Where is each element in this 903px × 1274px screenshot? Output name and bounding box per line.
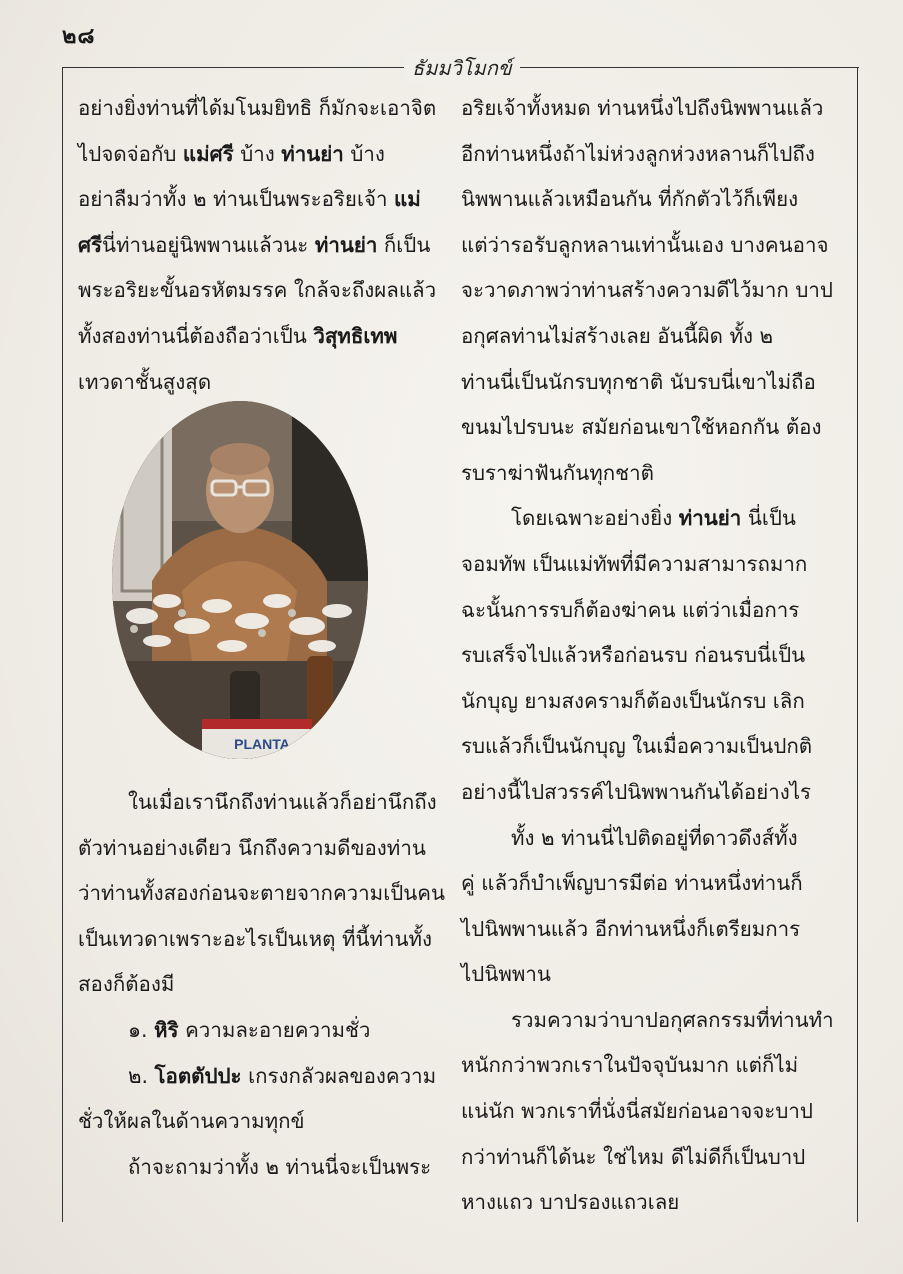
text-line [461, 1089, 823, 1135]
bold-term: ท่านย่า [281, 141, 344, 166]
text-line [78, 132, 440, 178]
left-column-bottom-text [78, 780, 445, 1190]
text-line [461, 1135, 823, 1181]
text-segment: กว่าท่านก็ได้นะ ใช่ไหม ดีไม่ดีก็เป็นบาป [461, 1144, 806, 1169]
text-segment: ว่าท่านทั้งสองก่อนจะตายจากความเป็นคน [78, 881, 445, 906]
text-segment: รบเสร็จไปแล้วหรือก่อนรบ ก่อนรบนี่เป็น [461, 643, 806, 668]
text-segment: อกุศลท่านไม่สร้างเลย อันนี้ผิด ทั้ง ๒ [461, 323, 774, 348]
bold-term: โอตตัปปะ [154, 1063, 242, 1088]
text-line [461, 998, 834, 1044]
bottle-label-text: PLANTA [234, 736, 290, 752]
text-segment: อย่าลืมว่าทั้ง ๒ ท่านเป็นพระอริยเจ้า [78, 187, 394, 212]
bold-term: ศรี [78, 232, 103, 257]
text-segment: เทวดาชั้นสูงสุด [78, 369, 212, 394]
text-segment: อย่างนี้ไปสวรรค์ไปนิพพานกันได้อย่างไร [461, 779, 812, 804]
text-line [461, 177, 823, 223]
text-segment: จะวาดภาพว่าท่านสร้างความดีไว้มาก บาป [461, 278, 833, 303]
text-line [461, 86, 823, 132]
text-line [78, 360, 440, 406]
text-segment: คู่ แล้วก็บำเพ็ญบารมีต่อ ท่านหนึ่งท่านก็ [461, 871, 803, 896]
text-segment: แน่นัก พวกเราที่นั่งนี่สมัยก่อนอาจจะบาป [461, 1099, 813, 1124]
text-segment: แต่ว่ารอรับลูกหลานเท่านั้นเอง บางคนอาจ [461, 232, 829, 257]
text-segment: ในเมื่อเรานึกถึงท่านแล้วก็อย่านึกถึง [128, 790, 437, 814]
text-segment: รบแล้วก็เป็นนักบุญ ในเมื่อความเป็นปกติ [461, 734, 813, 759]
text-line [461, 496, 823, 542]
text-line [461, 405, 823, 451]
text-segment: ๒. [128, 1063, 155, 1088]
text-line [461, 542, 823, 588]
left-column-top-text [78, 86, 440, 405]
text-line [461, 816, 823, 862]
text-segment: สองก็ต้องมี [78, 972, 175, 997]
bold-term: วิสุทธิเทพ [313, 323, 398, 348]
text-segment: ทั้งสองท่านนี่ต้องถือว่าเป็น [78, 323, 314, 348]
text-segment: เป็นเทวดาเพราะอะไรเป็นเหตุ ที่นี้ท่านทั้ง [78, 926, 433, 951]
text-segment: นักบุญ ยามสงครามก็ต้องเป็นนักรบ เลิก [461, 688, 805, 713]
text-segment: หางแถว บาปรองแถวเลย [461, 1190, 680, 1215]
text-line [78, 1008, 440, 1054]
text-segment: ขนมไปรบนะ สมัยก่อนเขาใช้หอกกัน ต้อง [461, 415, 822, 440]
right-column-text [461, 86, 834, 1226]
text-segment: รบราฆ่าฟันกันทุกชาติ [461, 460, 654, 485]
page-number: ๒๘ [62, 24, 96, 49]
text-line [78, 86, 440, 132]
bold-term: แม่ [394, 187, 421, 212]
bold-term: ท่านย่า [678, 506, 742, 531]
text-segment: ไปนิพพาน [461, 962, 551, 987]
text-segment: นี่เป็น [741, 506, 796, 531]
text-segment: ๑. [128, 1017, 155, 1042]
text-segment: บ้าง [233, 141, 282, 166]
text-line [461, 907, 823, 953]
text-line [78, 1054, 440, 1100]
text-segment: ไปจดจ่อกับ [78, 141, 183, 166]
text-segment: นิพพานแล้วเหมือนกัน ที่กักตัวไว้ก็เพียง [461, 187, 799, 212]
text-line [78, 917, 440, 963]
text-segment: อีกท่านหนึ่งถ้าไม่ห่วงลูกห่วงหลานก็ไปถึง [461, 141, 815, 166]
text-segment: ถ้าจะถามว่าทั้ง ๒ ท่านนี่จะเป็นพระ [128, 1154, 432, 1179]
text-segment: ก็เป็น [377, 232, 431, 257]
text-line [78, 780, 440, 826]
text-segment: ตัวท่านอย่างเดียว นึกถึงความดีของท่าน [78, 835, 426, 860]
text-segment: ฉะนั้นการรบก็ต้องฆ่าคน แต่ว่าเมื่อการ [461, 597, 800, 622]
text-segment: ชั่วให้ผลในด้านความทุกข์ [78, 1109, 305, 1134]
text-line [78, 177, 440, 223]
frame-left-border [62, 67, 63, 1222]
monk-portrait-photo [112, 401, 368, 759]
text-line [461, 451, 823, 497]
text-line [78, 871, 445, 917]
text-line [78, 1145, 440, 1191]
bold-term: แม่ศรี [182, 141, 234, 166]
text-line [461, 314, 823, 360]
text-line [78, 314, 440, 360]
text-segment: ทั้ง ๒ ท่านนี่ไปติดอยู่ที่ดาวดึงส์ทั้ง [511, 825, 798, 850]
running-header-title: ธัมมวิโมกข์ [404, 52, 520, 84]
text-line [461, 633, 823, 679]
text-segment: รวมความว่าบาปอกุศลกรรมที่ท่านทำ [511, 1007, 834, 1032]
text-segment: ท่านนี่เป็นนักรบทุกชาติ นับรบนี่เขาไม่ถือ [461, 369, 816, 394]
text-segment: บ้าง [343, 141, 385, 166]
text-line [461, 770, 823, 816]
text-line [461, 223, 829, 269]
text-line [461, 268, 833, 314]
text-line [461, 132, 823, 178]
text-line [461, 1043, 823, 1089]
text-line [78, 223, 440, 269]
text-segment: พระอริยะขั้นอรหัตมรรค ใกล้จะถึงผลแล้ว [78, 278, 437, 303]
text-line [461, 360, 823, 406]
text-segment: ไปนิพพานแล้ว อีกท่านหนึ่งก็เตรียมการ [461, 916, 801, 941]
text-line [461, 724, 823, 770]
text-segment: อย่างยิ่งท่านที่ได้มโนมยิทธิ ก็มักจะเอาจิต [78, 96, 437, 120]
text-line [461, 952, 823, 998]
text-segment: เกรงกลัวผลของความ [241, 1063, 437, 1088]
text-segment: ความละอายความชั่ว [178, 1017, 371, 1042]
text-line [78, 826, 440, 872]
text-line [78, 268, 440, 314]
text-line [461, 861, 823, 907]
text-line [78, 962, 440, 1008]
text-line [78, 1099, 440, 1145]
text-line [461, 588, 823, 634]
text-segment: หนักกว่าพวกเราในปัจจุบันมาก แต่ก็ไม่ [461, 1053, 799, 1078]
text-segment: นี่ท่านอยู่นิพพานแล้วนะ [102, 232, 315, 257]
frame-right-border [857, 67, 858, 1222]
bold-term: หิริ [154, 1017, 179, 1042]
bold-term: ท่านย่า [314, 232, 378, 257]
text-segment: อริยเจ้าทั้งหมด ท่านหนึ่งไปถึงนิพพานแล้ว [461, 96, 824, 120]
text-segment: โดยเฉพาะอย่างยิ่ง [511, 506, 679, 531]
text-segment: จอมทัพ เป็นแม่ทัพที่มีความสามารถมาก [461, 551, 808, 576]
text-line [461, 679, 823, 725]
text-line [461, 1180, 823, 1226]
